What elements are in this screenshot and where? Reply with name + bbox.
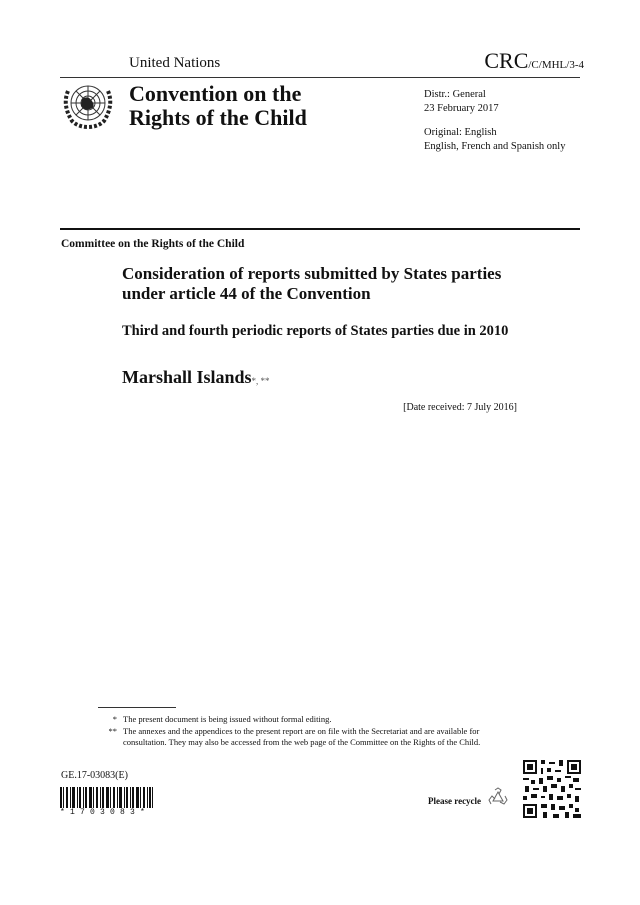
- convention-title: Convention on the Rights of the Child: [129, 81, 307, 130]
- footnote-rule: [98, 707, 176, 708]
- footnote: * The present document is being issued without formal editing.: [112, 714, 332, 724]
- symbol-sub: /C/MHL/3-4: [528, 59, 584, 71]
- date-received: [Date received: 7 July 2016]: [403, 402, 517, 413]
- un-emblem-icon: [62, 79, 114, 129]
- original-language: Original: English: [424, 127, 497, 138]
- qr-code-icon: [523, 760, 581, 818]
- footnote: ** The annexes and the appendices to the present report are on file with the Secretariat and are available for consultation. They may also be accessed from the web page of the Committee on the Rights of the Child.: [108, 725, 481, 747]
- organization-name: United Nations: [129, 55, 221, 71]
- recycle-icon: [487, 786, 509, 808]
- languages: English, French and Spanish only: [424, 141, 566, 152]
- distribution: Distr.: General: [424, 89, 486, 100]
- main-heading: Consideration of reports submitted by States parties under article 44 of the Convention: [122, 264, 502, 303]
- section-rule: [60, 228, 580, 230]
- footnotes: [92, 714, 522, 749]
- document-number: GE.17-03083(E): [61, 770, 128, 781]
- country-heading: Marshall Islands*, **: [122, 367, 270, 387]
- document-symbol: [484, 48, 584, 74]
- distribution-info: [424, 88, 565, 154]
- barcode-icon: [60, 787, 153, 808]
- recycle-label: Please recycle: [428, 796, 482, 806]
- barcode-number: *1703083*: [60, 808, 151, 817]
- country-footnote-marks: *, **: [251, 376, 270, 386]
- symbol-main: CRC: [484, 48, 529, 73]
- sub-heading: Third and fourth periodic reports of States parties due in 2010: [122, 323, 509, 339]
- header-rule: [60, 77, 580, 78]
- committee-name: Committee on the Rights of the Child: [61, 238, 245, 250]
- issue-date: 23 February 2017: [424, 103, 499, 114]
